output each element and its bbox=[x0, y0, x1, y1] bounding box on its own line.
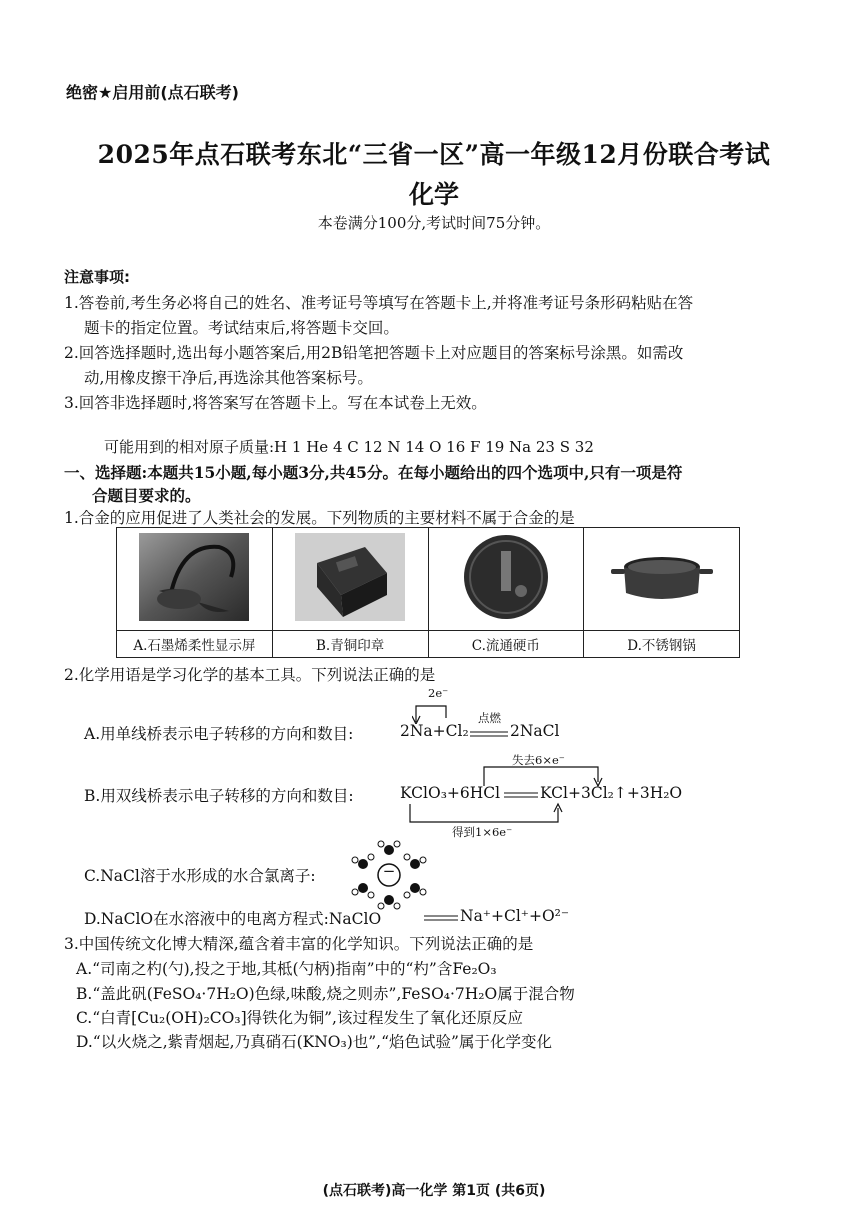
notes-heading: 注意事项: bbox=[64, 268, 130, 286]
q3-option-a: A.“司南之杓(勺),投之于地,其柢(勺柄)指南”中的“杓”含Fe₂O₃ bbox=[76, 960, 497, 978]
q2a-equals bbox=[470, 730, 510, 738]
coin-image bbox=[451, 533, 561, 621]
q2b-equals bbox=[504, 791, 540, 799]
q2b-equation-left: KClO₃+6HCl bbox=[400, 784, 501, 802]
q1-options-table bbox=[116, 527, 740, 658]
q1-option-a-caption: A.石墨烯柔性显示屏 bbox=[117, 631, 273, 658]
q1-option-c-image bbox=[428, 528, 584, 631]
section-heading: 一、选择题:本题共15小题,每小题3分,共45分。在每小题给出的四个选项中,只有一项是符 bbox=[64, 463, 683, 482]
q2b-bottom-label: 得到1×6e⁻ bbox=[452, 825, 513, 839]
bronze-seal-image bbox=[295, 533, 405, 621]
steel-pot-image bbox=[607, 533, 717, 621]
section-heading-cont: 合题目要求的。 bbox=[92, 486, 201, 505]
q2-option-a: A.用单线桥表示电子转移的方向和数目: bbox=[84, 725, 354, 743]
q2-option-c: C.NaCl溶于水形成的水合氯离子: bbox=[84, 867, 316, 885]
question-2-stem: 2.化学用语是学习化学的基本工具。下列说法正确的是 bbox=[64, 666, 436, 684]
q2b-equation-right: KCl+3Cl₂↑+3H₂O bbox=[540, 784, 683, 802]
graphene-display-image bbox=[139, 533, 249, 621]
score-info: 本卷满分100分,考试时间75分钟。 bbox=[317, 214, 551, 232]
q2d-equals bbox=[424, 914, 460, 922]
q1-option-c-caption: C.流通硬币 bbox=[428, 631, 584, 658]
q2b-bottom-bridge bbox=[404, 802, 568, 826]
chloride-charge: − bbox=[382, 862, 396, 880]
q1-option-b-image bbox=[272, 528, 428, 631]
q2a-bridge-arrow bbox=[412, 700, 452, 724]
note-line: 动,用橡皮擦干净后,再选涂其他答案标号。 bbox=[84, 369, 373, 387]
q2-option-d: D.NaClO在水溶液中的电离方程式:NaClO bbox=[84, 910, 382, 928]
q2a-equation-left: 2Na+Cl₂ bbox=[400, 722, 469, 740]
q2a-electron-label: 2e⁻ bbox=[428, 686, 449, 700]
note-line: 题卡的指定位置。考试结束后,将答题卡交回。 bbox=[84, 319, 399, 337]
q2b-top-label: 失去6×e⁻ bbox=[512, 753, 565, 767]
note-line: 1.答卷前,考生务必将自己的姓名、准考证号等填写在答题卡上,并将准考证号条形码粘贴在答 bbox=[64, 294, 694, 312]
q2a-equation-right: 2NaCl bbox=[510, 722, 560, 740]
q3-option-d: D.“以火烧之,紫青烟起,乃真硝石(KNO₃)也”,“焰色试验”属于化学变化 bbox=[76, 1033, 552, 1051]
q3-option-b: B.“盖此矾(FeSO₄·7H₂O)色绿,味酸,烧之则赤”,FeSO₄·7H₂O属于混合物 bbox=[76, 985, 575, 1003]
exam-title: 2025年点石联考东北“三省一区”高一年级12月份联合考试 bbox=[97, 140, 771, 169]
q1-option-d-image bbox=[584, 528, 740, 631]
q2-option-b: B.用双线桥表示电子转移的方向和数目: bbox=[84, 787, 354, 805]
q3-option-c: C.“白青[Cu₂(OH)₂CO₃]得铁化为铜”,该过程发生了氧化还原反应 bbox=[76, 1009, 523, 1027]
q1-option-b-caption: B.青铜印章 bbox=[272, 631, 428, 658]
q2d-equation-right: Na⁺+Cl⁺+O²⁻ bbox=[460, 907, 570, 925]
subject-title: 化学 bbox=[408, 180, 459, 209]
confidential-label: 绝密★启用前(点石联考) bbox=[66, 83, 239, 102]
q1-option-a-image bbox=[117, 528, 273, 631]
q1-option-d-caption: D.不锈钢锅 bbox=[584, 631, 740, 658]
note-line: 2.回答选择题时,选出每小题答案后,用2B铅笔把答题卡上对应题目的答案标号涂黑。如需改 bbox=[64, 344, 684, 362]
question-1-stem: 1.合金的应用促进了人类社会的发展。下列物质的主要材料不属于合金的是 bbox=[64, 509, 575, 527]
q2a-condition: 点燃 bbox=[478, 711, 501, 725]
atomic-masses: 可能用到的相对原子质量:H 1 He 4 C 12 N 14 O 16 F 19 Na 23 S 32 bbox=[104, 438, 594, 456]
page-footer: (点石联考)高一化学 第1页 (共6页) bbox=[322, 1183, 546, 1199]
question-3-stem: 3.中国传统文化博大精深,蕴含着丰富的化学知识。下列说法正确的是 bbox=[64, 935, 534, 953]
note-line: 3.回答非选择题时,将答案写在答题卡上。写在本试卷上无效。 bbox=[64, 394, 487, 412]
